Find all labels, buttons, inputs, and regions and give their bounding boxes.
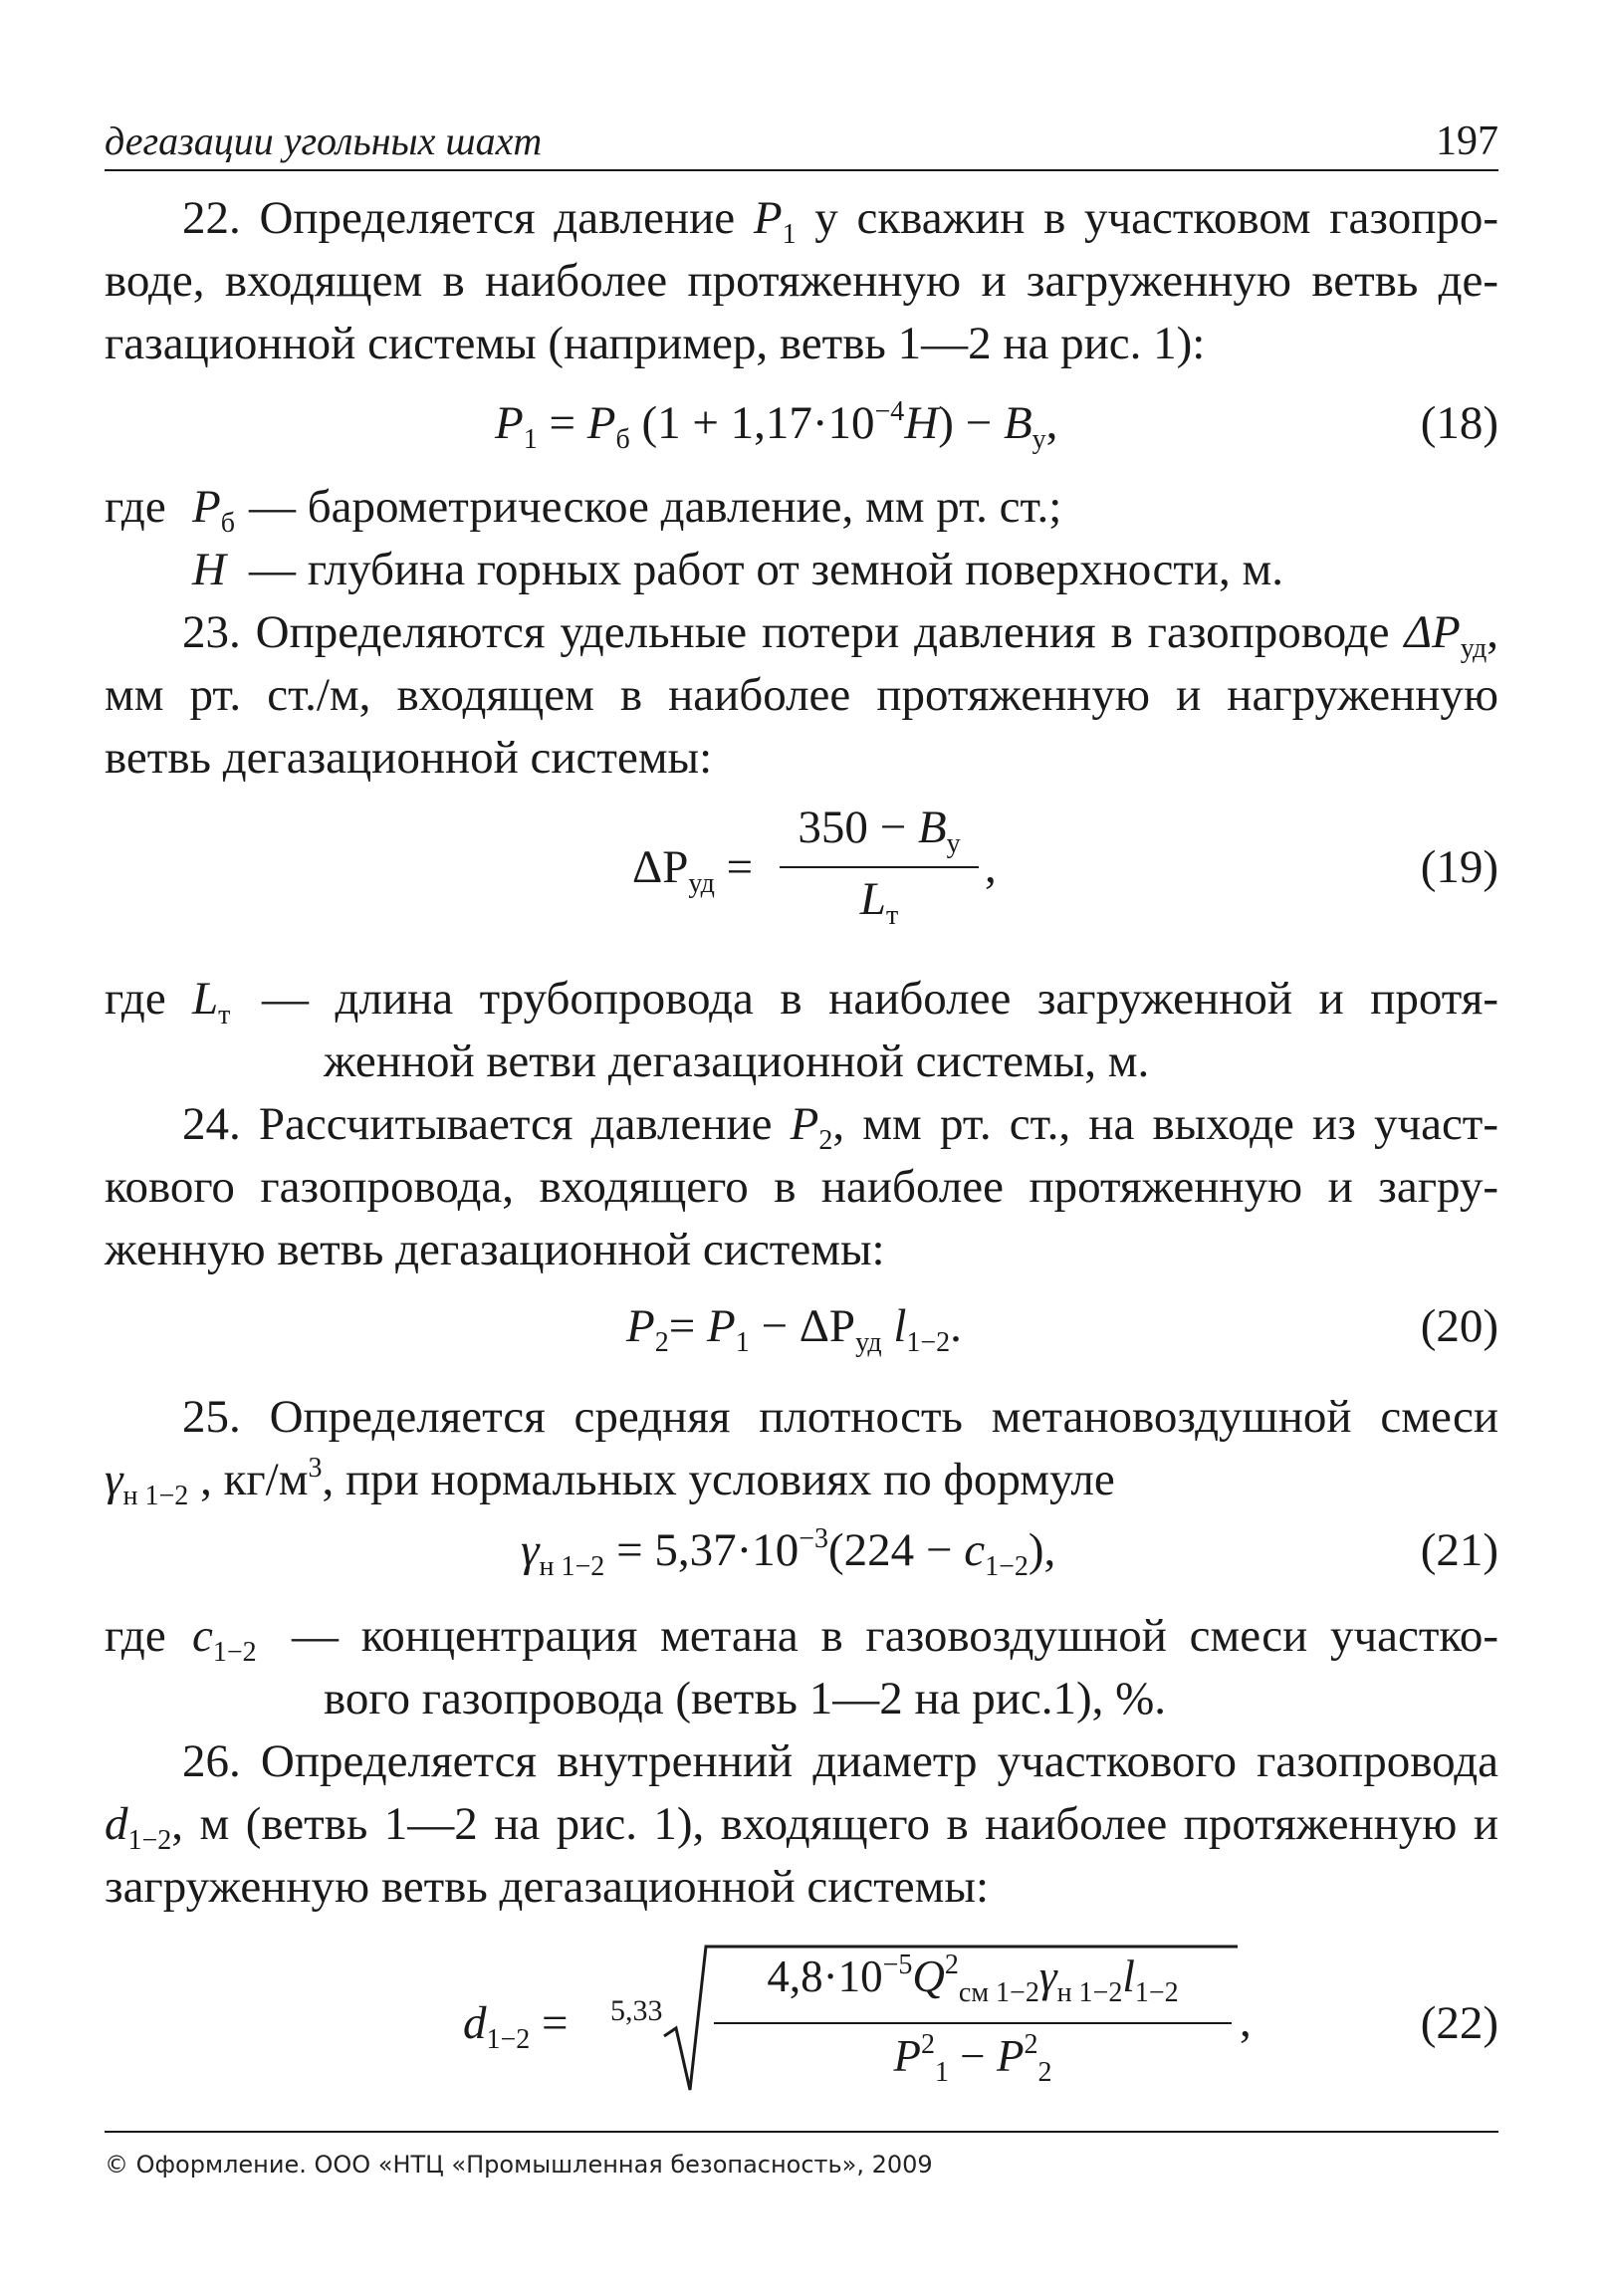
- fraction: [714, 1951, 1232, 2100]
- numerator: $4,8\cdot 10^{-5}Q^2_{см 1-2}\gamma_{н 1-2}l_{1-2}$: [767, 1950, 1179, 2008]
- text-line: газационной системы (например, ветвь 1—2 на рис. 1):: [105, 318, 1206, 369]
- equation-20: [105, 1299, 1498, 1359]
- equation-number: (19): [1420, 841, 1498, 893]
- numerator: $350 - B_у$: [798, 802, 961, 859]
- equation-21: [105, 1523, 1498, 1583]
- text-line: мм рт. ст./м, входящем в наиболее протяженную и нагруженную: [105, 669, 1498, 721]
- document-page: [105, 110, 1498, 2220]
- equation-22: [105, 1937, 1498, 2106]
- paragraph-24: [105, 1093, 1498, 1281]
- symbol: $c_{1-2}$: [192, 1610, 257, 1668]
- formula: $P_1 = P_б$ $(1 + 1,17\cdot 10^{-4}H) - B_у$,: [495, 396, 1058, 455]
- equation-number: (20): [1420, 1300, 1498, 1352]
- formula: $P_2= P_1 - \Delta P_{уд}$ $l_{1-2}$.: [626, 1300, 962, 1358]
- denominator: $L_т$: [859, 873, 899, 931]
- definition-row: [105, 539, 1498, 601]
- definition-row: [105, 1605, 1498, 1730]
- where-label: где: [105, 973, 166, 1025]
- footer-rule: [105, 2131, 1498, 2133]
- page-header: [105, 110, 1498, 171]
- text-line: кового газопровода, входящего в наиболее протяженную и загру-: [105, 1161, 1498, 1213]
- text-line: 26. Определяется внутренний диаметр участкового газопровода: [182, 1735, 1498, 1787]
- running-title: дегазации угольных шахт: [105, 118, 543, 163]
- symbol: $P_б$: [192, 481, 235, 539]
- paragraph-23: [105, 601, 1498, 790]
- paragraph-22: [105, 187, 1498, 375]
- definition-row: [105, 968, 1498, 1093]
- text-line: 22. Определяется давление $P_1$ у скважин в участковом газопро-: [182, 192, 1498, 250]
- where-label: где: [105, 1610, 166, 1662]
- text-line: 25. Определяется средняя плотность метановоздушной смеси: [182, 1391, 1498, 1443]
- paragraph-25: [105, 1386, 1498, 1511]
- definition-text: — барометрическое давление, мм рт. ст.;: [249, 481, 1062, 533]
- definition-text: — глубина горных работ от земной поверхности, м.: [249, 544, 1284, 595]
- symbol: H: [192, 544, 226, 595]
- where-label: где: [105, 481, 166, 533]
- text-line: ветвь дегазационной системы:: [105, 732, 713, 784]
- equation-18: [105, 396, 1498, 456]
- equation-number: (22): [1420, 1997, 1498, 2049]
- equation-19: [105, 797, 1498, 946]
- definition-text: — концентрация метана в газовоздушной смеси участко- вого газопровода (ветвь 1—2 на рис.1), %.: [292, 1610, 1498, 1724]
- punct: ,: [1240, 1995, 1252, 2047]
- text-line: загруженную ветвь дегазационной системы:: [105, 1861, 990, 1913]
- formula-lhs: $d_{1-2}$ =: [463, 1997, 569, 2055]
- formula: $\gamma_{н 1-2} = 5,37\cdot 10^{-3}(224 - c_{1-2})$,: [521, 1523, 1056, 1582]
- fraction-bar: [714, 2022, 1232, 2024]
- page-number: 197: [1436, 118, 1498, 164]
- text-line: воде, входящем в наиболее протяженную и загруженную ветвь де-: [105, 255, 1498, 307]
- text-line: 24. Рассчитывается давление $P_2$, мм рт. ст., на выходе из участ-: [182, 1098, 1499, 1156]
- formula-lhs: $\Delta P_{уд}$ =: [632, 841, 754, 899]
- equation-number: (18): [1420, 397, 1498, 449]
- text-line: $\gamma_{н 1-2}$ , $кг/м^3$, при нормальных условиях по формуле: [105, 1453, 1115, 1511]
- punct: ,: [985, 841, 997, 893]
- definition-row: [105, 476, 1498, 539]
- fraction-bar: [780, 866, 979, 868]
- denominator: $P^2_1 - P^2_2$: [893, 2029, 1052, 2088]
- root-index: 5,33: [610, 1994, 663, 2027]
- symbol: $L_т$: [192, 973, 231, 1031]
- equation-number: (21): [1420, 1524, 1498, 1576]
- definition-text: — длина трубопровода в наиболее загруженной и протя- женной ветви дегазационной системы, м.: [262, 973, 1498, 1087]
- text-line: женную ветвь дегазационной системы:: [105, 1224, 885, 1275]
- text-line: 23. Определяются удельные потери давления в газопроводе $\Delta P_{уд}$,: [182, 606, 1498, 664]
- paragraph-26: [105, 1730, 1498, 1919]
- footer-copyright: © Оформление. ООО «НТЦ «Промышленная безопасность», 2009: [105, 2151, 933, 2179]
- text-line: $d_{1-2}$, м (ветвь 1—2 на рис. 1), входящего в наиболее протяженную и: [105, 1798, 1498, 1856]
- fraction: [780, 797, 979, 936]
